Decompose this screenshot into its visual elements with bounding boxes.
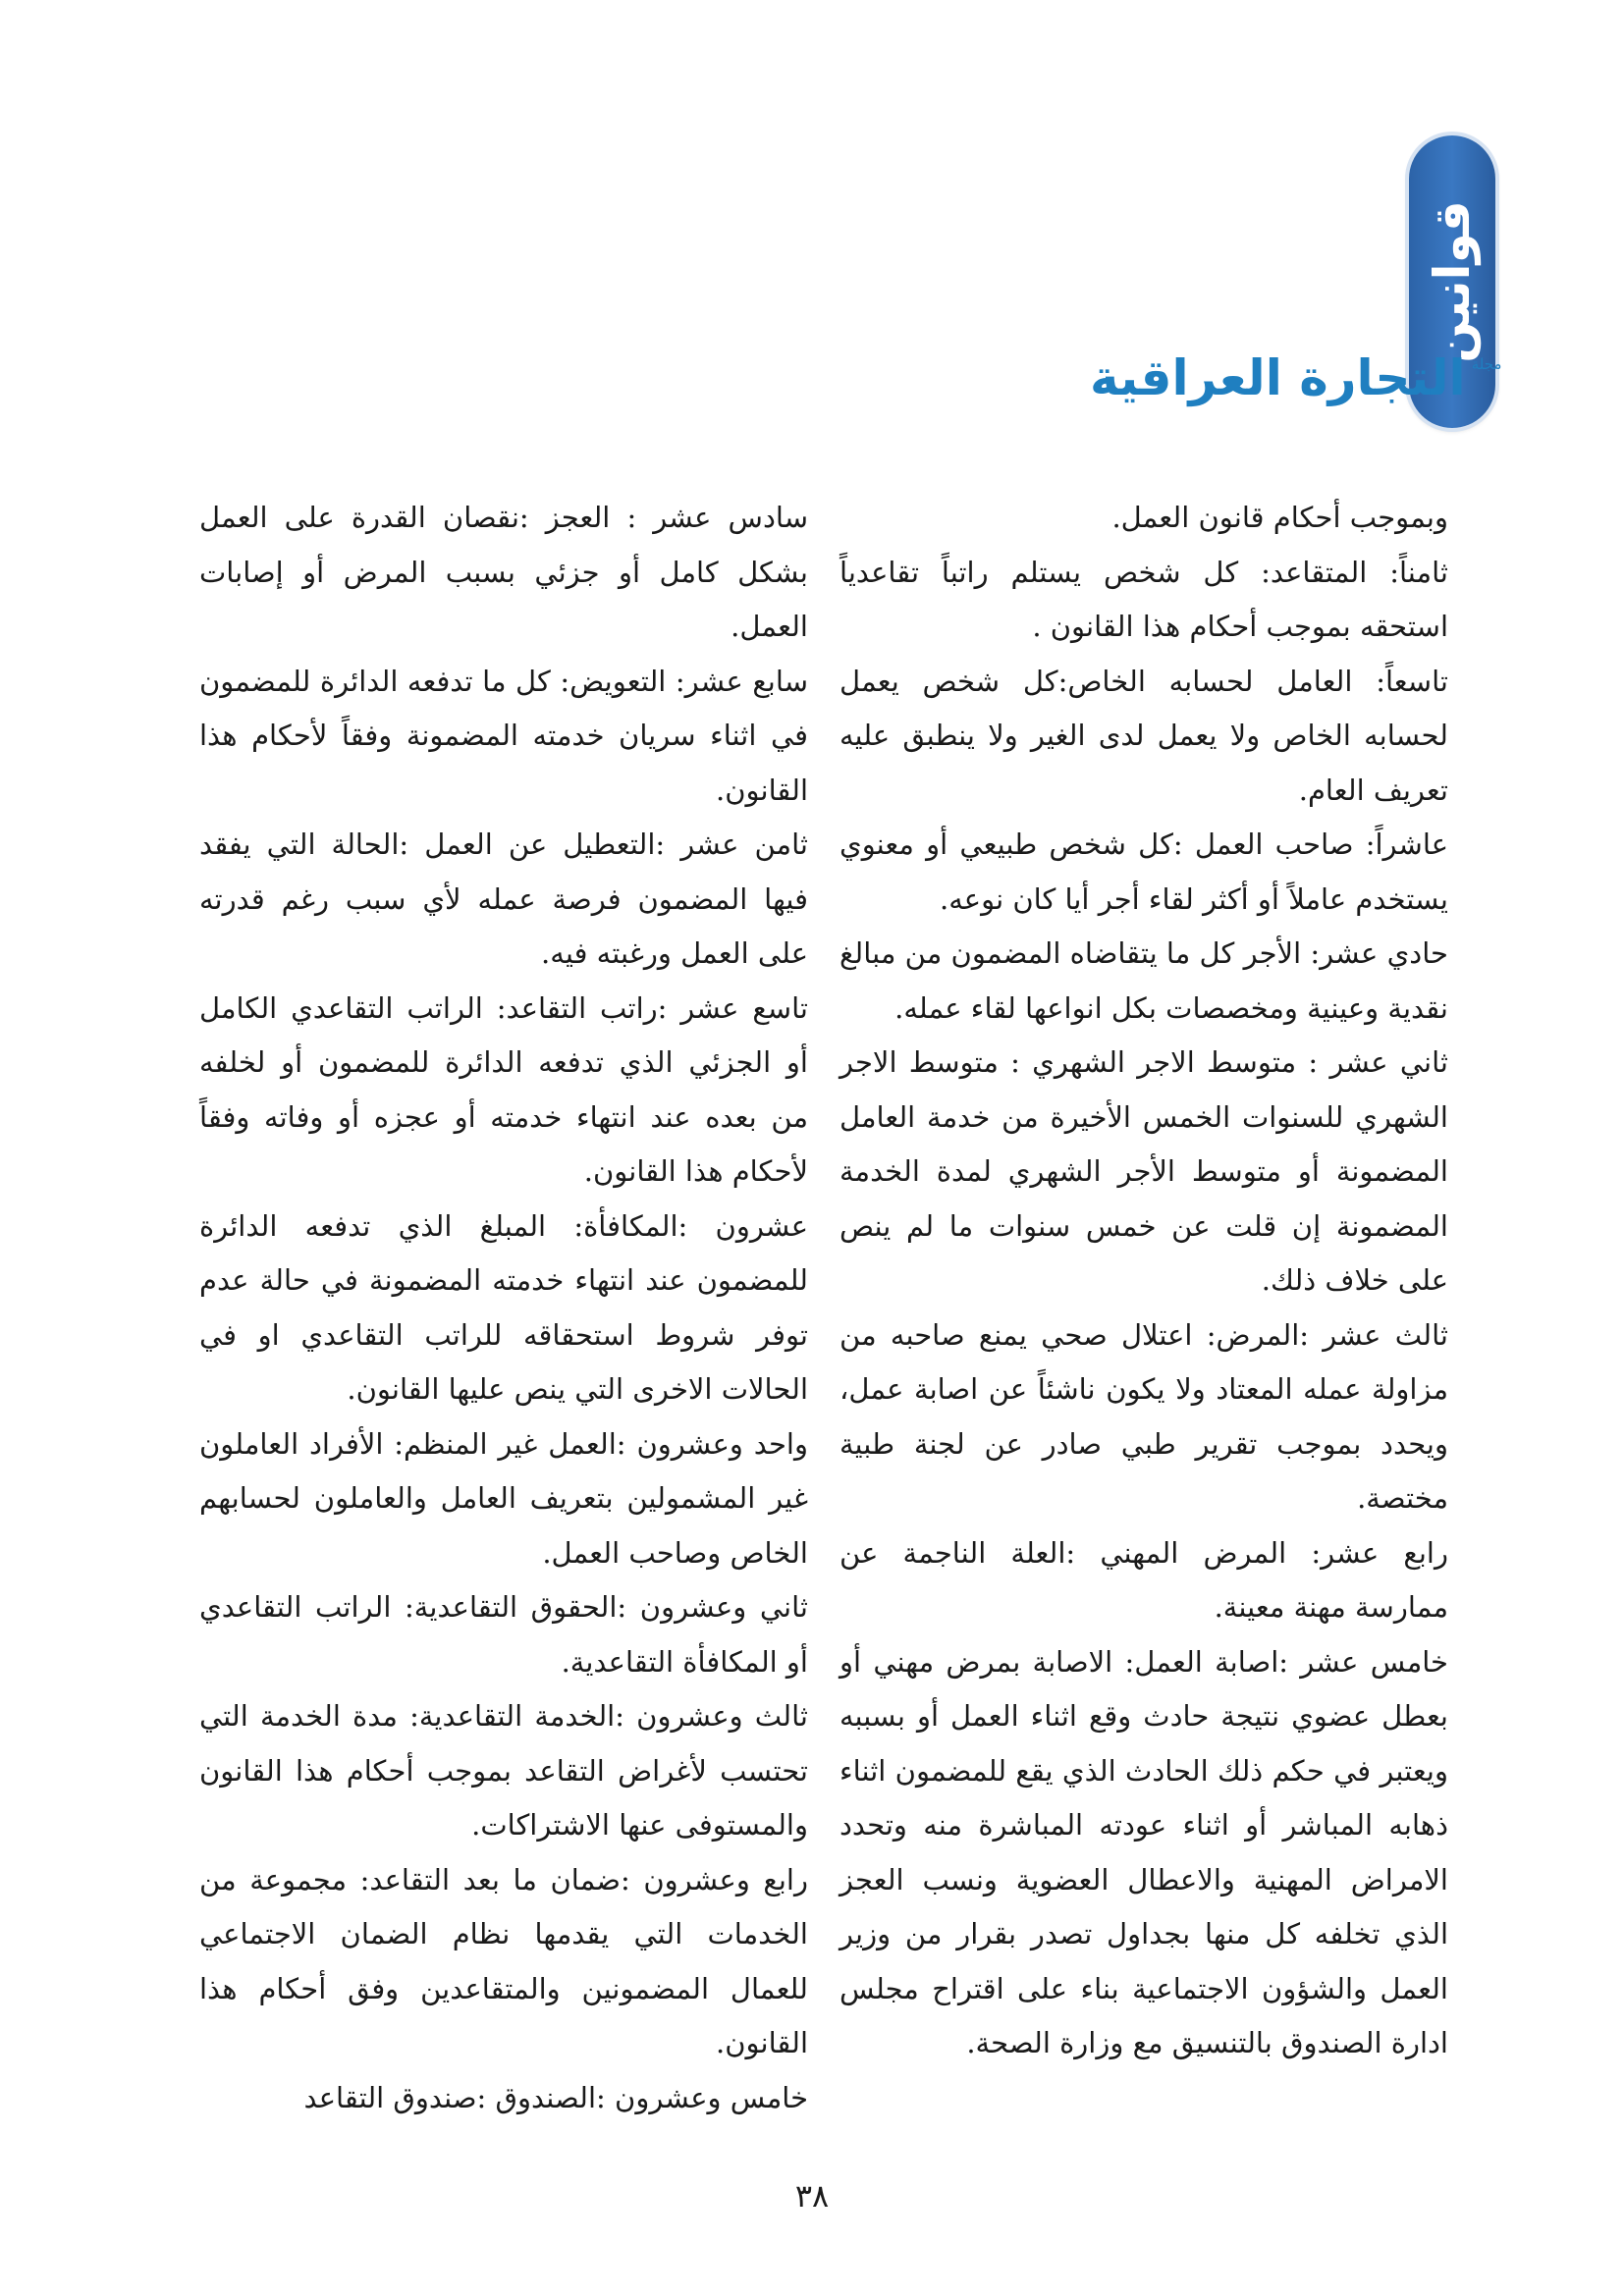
right-column: [839, 491, 1448, 2071]
article-paragraph: ثاني عشر : متوسط الاجر الشهري : متوسط الاجر الشهري للسنوات الخمس الأخيرة من خدمة العامل المضمونة أو متوسط الأجر الشهري لمدة الخدمة المضمونة إن قلت عن خمس سنوات ما لم ينص على خلاف ذلك.: [839, 1045, 1448, 1297]
article-paragraph: حادي عشر: الأجر كل ما يتقاضاه المضمون من مبالغ نقدية وعينية ومخصصات بكل انواعها لقاء عمله.: [839, 936, 1448, 1025]
article-paragraph: عاشراً: صاحب العمل :كل شخص طبيعي أو معنوي يستخدم عاملاً أو أكثر لقاء أجر أيا كان نوعه.: [839, 828, 1448, 916]
article-paragraph: ثاني وعشرون :الحقوق التقاعدية: الراتب التقاعدي أو المكافأة التقاعدية.: [199, 1590, 808, 1679]
article-paragraph: ثامناً: المتقاعد: كل شخص يستلم راتباً تقاعدياً استحقه بموجب أحكام هذا القانون .: [839, 555, 1448, 643]
article-paragraph: وبموجب أحكام قانون العمل.: [1111, 501, 1448, 534]
article-paragraph: تاسع عشر :راتب التقاعد: الراتب التقاعدي الكامل أو الجزئي الذي تدفعه الدائرة للمضمون أو لخلفه من بعده عند انتهاء خدمته أو عجزه أو وفاته وفقاً لأحكام هذا القانون.: [199, 990, 808, 1188]
article-paragraph: رابع وعشرون :ضمان ما بعد التقاعد: مجموعة من الخدمات التي يقدمها نظام الضمان الاجتماعي للعمال المضمونين والمتقاعدين وفق أحكام هذا القانون.: [199, 1862, 808, 2059]
article-paragraph: رابع عشر: المرض المهني :العلة الناجمة عن ممارسة مهنة معينة.: [839, 1535, 1448, 1624]
section-label: قوانين: [1424, 200, 1481, 363]
article-paragraph: ثامن عشر :التعطيل عن العمل :الحالة التي يفقد فيها المضمون فرصة عمله لأي سبب رغم قدرته على العمل ورغبته فيه.: [199, 828, 808, 970]
left-column: [199, 491, 808, 2125]
magazine-prefix: مجلة: [1471, 355, 1502, 373]
article-paragraph: خامس وعشرون :الصندوق :صندوق التقاعد: [303, 2080, 808, 2114]
article-paragraph: واحد وعشرون :العمل غير المنظم: الأفراد العاملون غير المشمولين بتعريف العامل والعاملون لحسابهم الخاص وصاحب العمل.: [199, 1426, 808, 1570]
article-paragraph: سادس عشر : العجز :نقصان القدرة على العمل بشكل كامل أو جزئي بسبب المرض أو إصابات العمل.: [199, 501, 808, 643]
page-number: ٣٨: [794, 2177, 830, 2215]
article-paragraph: ثالث عشر :المرض: اعتلال صحي يمنع صاحبه من مزاولة عمله المعتاد ولا يكون ناشئاً عن اصابة عمل، ويحدد بموجب تقرير طبي صادر عن لجنة طبية مختصة.: [839, 1317, 1448, 1515]
article-paragraph: سابع عشر: التعويض: كل ما تدفعه الدائرة للمضمون في اثناء سريان خدمته المضمونة وفقاً لأحكام هذا القانون.: [199, 664, 808, 807]
article-paragraph: خامس عشر :اصابة العمل: الاصابة بمرض مهني أو بعطل عضوي نتيجة حادث وقع اثناء العمل أو بسببه ويعتبر في حكم ذلك الحادث الذي يقع للمضمون اثناء ذهابه المباشر أو اثناء عودته المباشرة منه وتحدد الامراض المهنية والاعطال العضوية ونسب العجز الذي تخلفه كل منها بجداول تصدر بقرار من وزير العمل والشؤون الاجتماعية بناء على اقتراح مجلس ادارة الصندوق بالتنسيق مع وزارة الصحة.: [839, 1644, 1448, 2059]
article-paragraph: عشرون :المكافأة: المبلغ الذي تدفعه الدائرة للمضمون عند انتهاء خدمته المضمونة في حالة عدم توفر شروط استحقاقه للراتب التقاعدي او في الحالات الاخرى التي ينص عليها القانون.: [199, 1208, 808, 1406]
article-paragraph: ثالث وعشرون :الخدمة التقاعدية: مدة الخدمة التي تحتسب لأغراض التقاعد بموجب أحكام هذا القانون والمستوفى عنها الاشتراكات.: [199, 1699, 808, 1842]
article-paragraph: تاسعاً: العامل لحسابه الخاص:كل شخص يعمل لحسابه الخاص ولا يعمل لدى الغير ولا ينطبق عليه تعريف العام.: [839, 664, 1448, 807]
magazine-logo: [1090, 344, 1501, 412]
magazine-name: التجارة العراقية: [1090, 349, 1466, 406]
